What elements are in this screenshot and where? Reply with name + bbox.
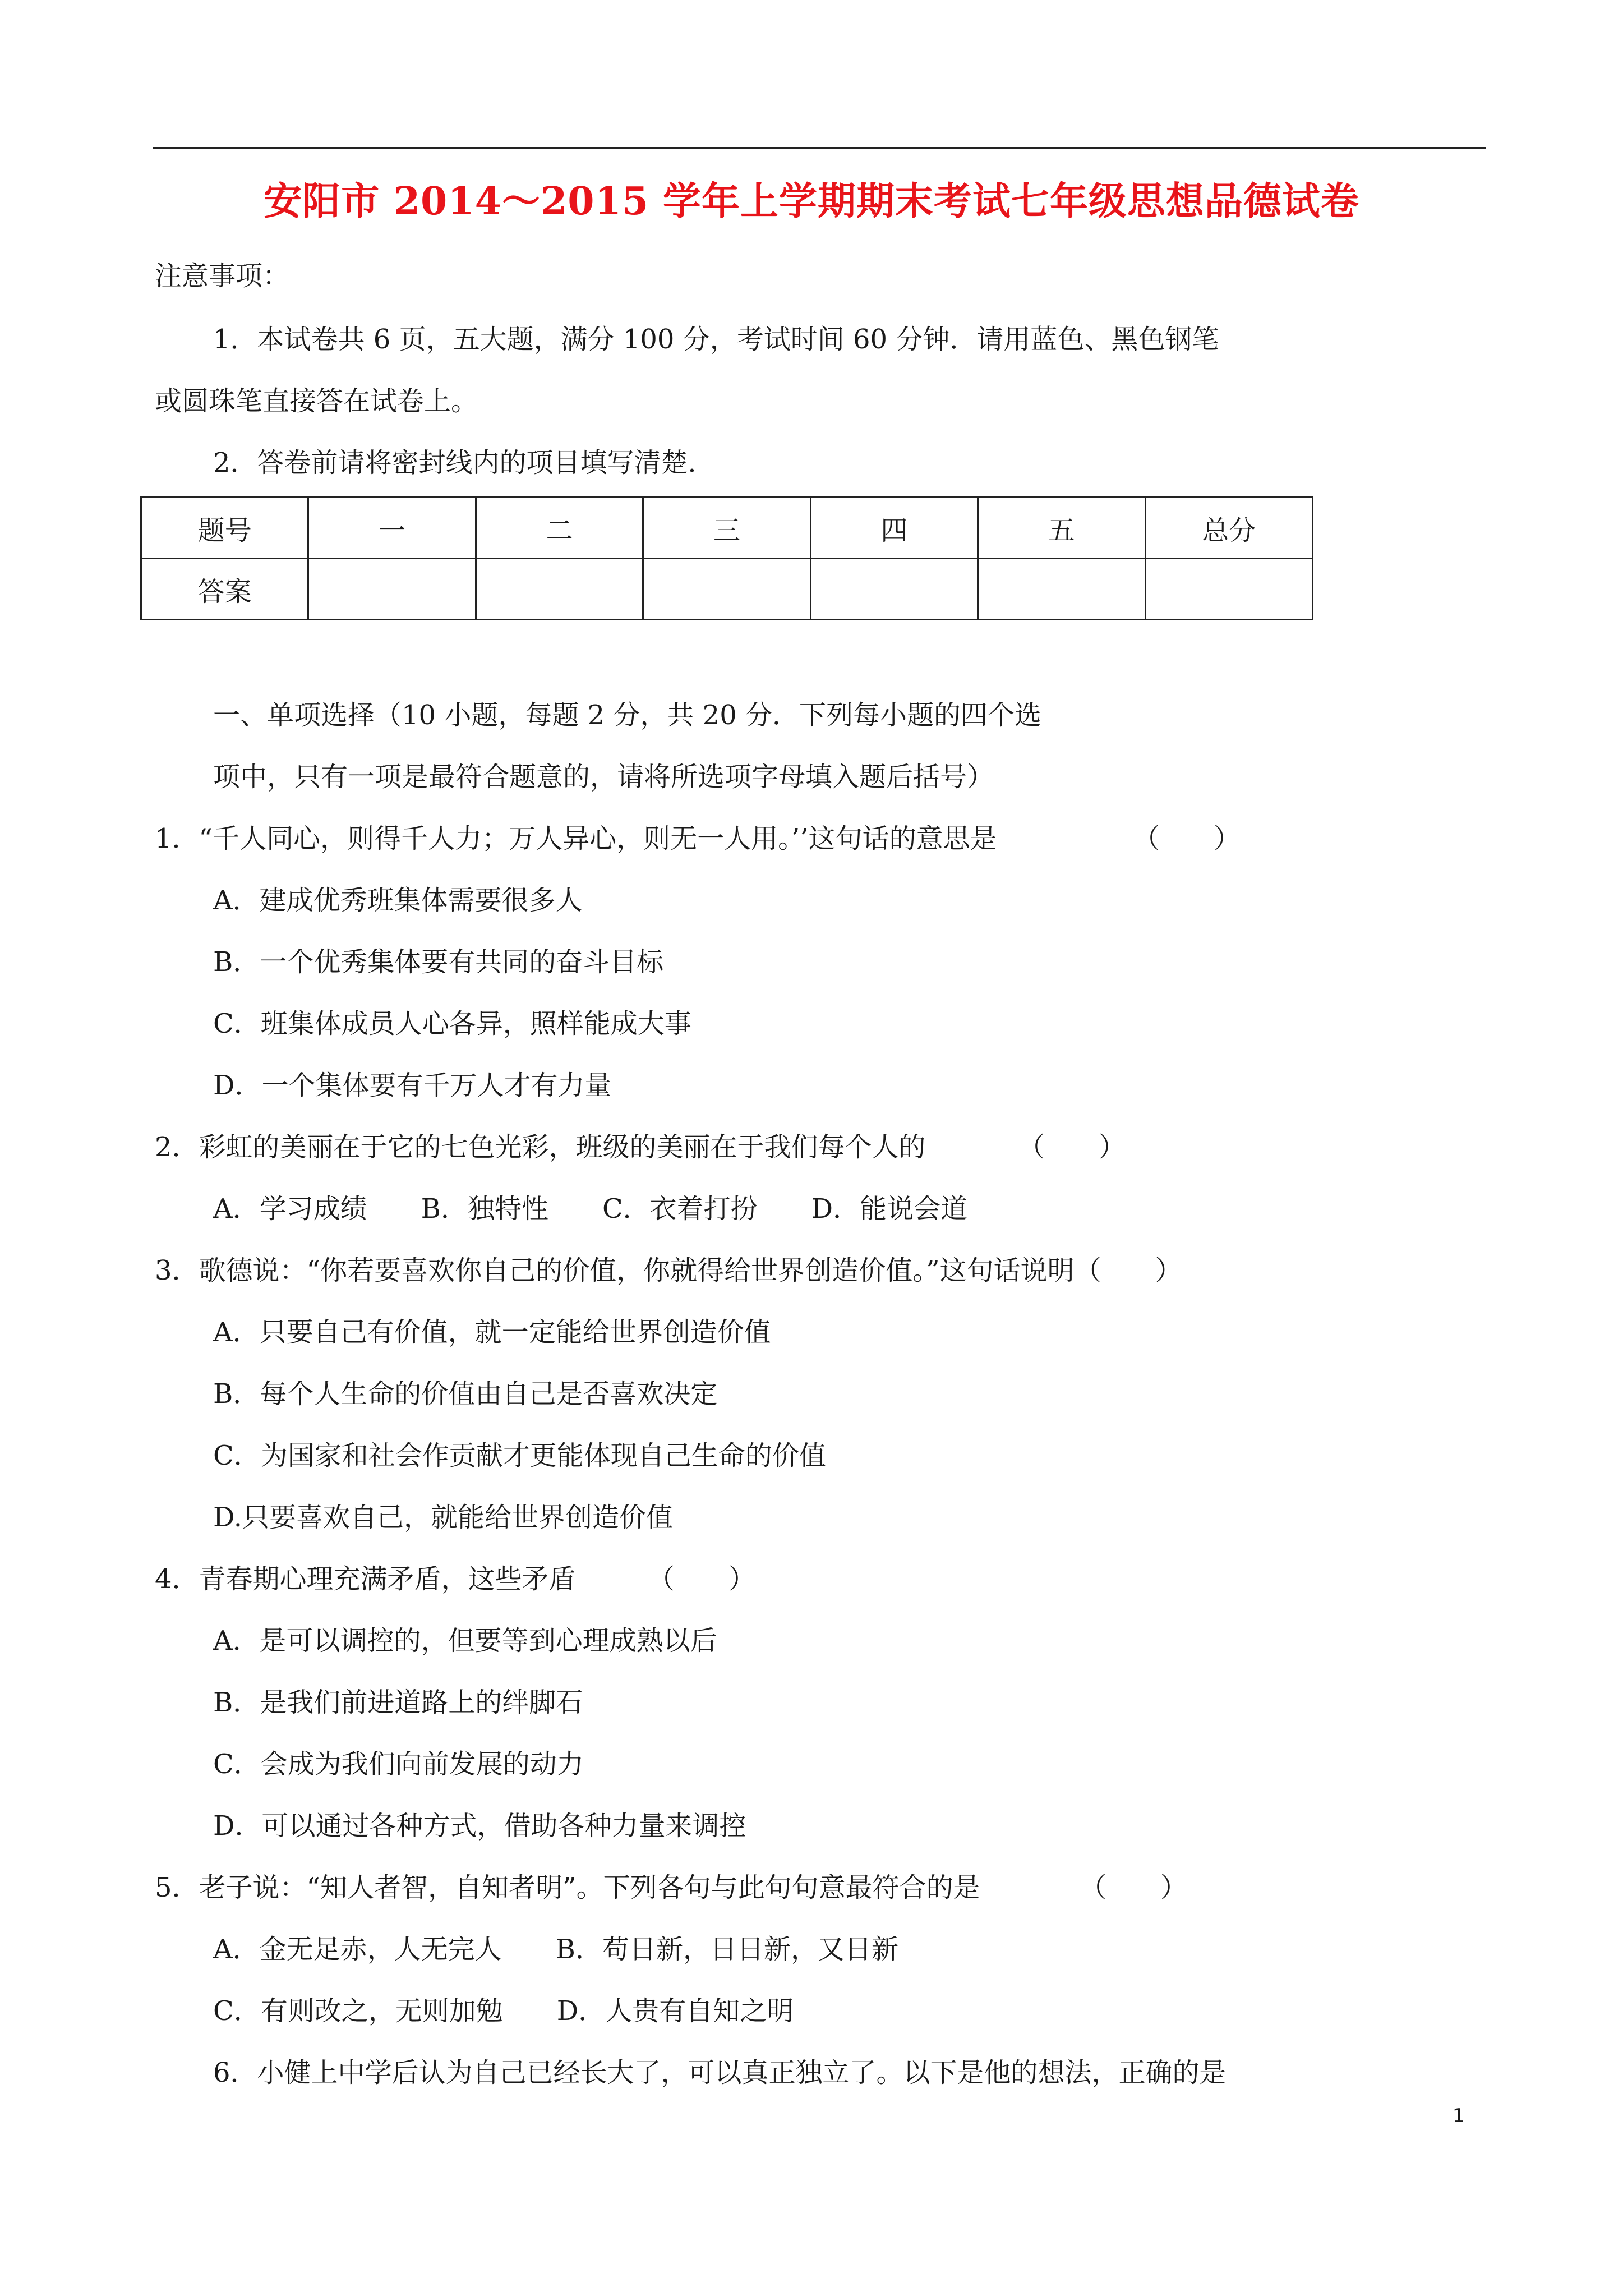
score-cell[interactable] bbox=[810, 559, 978, 620]
score-cell[interactable] bbox=[643, 559, 810, 620]
question-3-option-a: A．只要自己有价值，就一定能给世界创造价值 bbox=[213, 1317, 771, 1348]
note-item-1-cont: 或圆珠笔直接答在试卷上。 bbox=[155, 385, 478, 417]
question-1-option-a: A．建成优秀班集体需要很多人 bbox=[213, 885, 583, 916]
header-rule bbox=[153, 147, 1486, 149]
score-cell[interactable] bbox=[476, 559, 643, 620]
question-4-option-a: A．是可以调控的，但要等到心理成熟以后 bbox=[213, 1625, 717, 1657]
note-item-2: 2．答卷前请将密封线内的项目填写清楚． bbox=[213, 447, 715, 478]
question-4-stem: 4．青春期心理充满矛盾，这些矛盾 bbox=[155, 1563, 576, 1595]
question-3-option-d: D.只要喜欢自己，就能给世界创造价值 bbox=[213, 1502, 674, 1533]
section1-instructions-cont: 项中，只有一项是最符合题意的，请将所选项字母填入题后括号） bbox=[213, 761, 994, 793]
score-table-header: 一 bbox=[308, 498, 476, 559]
question-4-option-c: C．会成为我们向前发展的动力 bbox=[213, 1749, 584, 1780]
score-table bbox=[140, 496, 1313, 620]
score-table-header-row bbox=[141, 498, 1313, 559]
question-5-options-row-2: C．有则改之，无则加勉 D．人贵有自知之明 bbox=[213, 1995, 794, 2027]
question-4-answer-paren[interactable]: （ ） bbox=[648, 1563, 756, 1595]
score-table-row-label: 答案 bbox=[141, 559, 308, 620]
score-table-answer-row bbox=[141, 559, 1313, 620]
question-2-stem: 2．彩虹的美丽在于它的七色光彩，班级的美丽在于我们每个人的 bbox=[155, 1131, 926, 1163]
score-table-header: 题号 bbox=[141, 498, 308, 559]
score-cell[interactable] bbox=[308, 559, 476, 620]
question-4-option-b: B．是我们前进道路上的绊脚石 bbox=[213, 1687, 583, 1718]
score-table-header: 总分 bbox=[1145, 498, 1312, 559]
score-cell[interactable] bbox=[978, 559, 1145, 620]
question-5-stem: 5．老子说：“知人者智，自知者明”。下列各句与此句句意最符合的是 bbox=[155, 1872, 980, 1903]
question-4-option-d: D．可以通过各种方式，借助各种力量来调控 bbox=[213, 1810, 746, 1842]
question-5-answer-paren[interactable]: （ ） bbox=[1080, 1872, 1188, 1903]
question-1-option-b: B．一个优秀集体要有共同的奋斗目标 bbox=[213, 946, 664, 978]
question-1-answer-paren[interactable]: （ ） bbox=[1133, 823, 1241, 854]
question-3-option-c: C．为国家和社会作贡献才更能体现自己生命的价值 bbox=[213, 1440, 826, 1471]
score-table-header: 二 bbox=[476, 498, 643, 559]
question-3-stem: 3．歌德说：“你若要喜欢你自己的价值，你就得给世界创造价值。”这句话说明（ ） bbox=[155, 1255, 1182, 1286]
page-number: 1 bbox=[1453, 2105, 1465, 2127]
section1-instructions: 一、单项选择（10 小题，每题 2 分，共 20 分．下列每小题的四个选 bbox=[213, 700, 1041, 731]
question-6-stem: 6．小健上中学后认为自己已经长大了，可以真正独立了。以下是他的想法，正确的是 bbox=[213, 2057, 1227, 2088]
notes-heading: 注意事项： bbox=[155, 260, 290, 292]
question-1-option-d: D．一个集体要有千万人才有力量 bbox=[213, 1070, 612, 1101]
question-1-stem: 1．“千人同心，则得千人力；万人异心，则无一人用。’’这句话的意思是 bbox=[155, 823, 997, 854]
score-table-header: 四 bbox=[810, 498, 978, 559]
exam-title: 安阳市 2014～2015 学年上学期期末考试七年级思想品德试卷 bbox=[264, 179, 1359, 224]
score-cell[interactable] bbox=[1145, 559, 1312, 620]
question-5-options-row-1: A．金无足赤，人无完人 B．苟日新，日日新，又日新 bbox=[213, 1934, 898, 1965]
score-table-header: 三 bbox=[643, 498, 810, 559]
question-2-answer-paren[interactable]: （ ） bbox=[1018, 1131, 1126, 1163]
question-1-option-c: C．班集体成员人心各异，照样能成大事 bbox=[213, 1008, 691, 1039]
question-3-option-b: B．每个人生命的价值由自己是否喜欢决定 bbox=[213, 1378, 718, 1410]
score-table-header: 五 bbox=[978, 498, 1145, 559]
note-item-1: 1．本试卷共 6 页，五大题，满分 100 分，考试时间 60 分钟．请用蓝色、黑色钢笔 bbox=[213, 324, 1219, 355]
question-2-options: A．学习成绩 B．独特性 C．衣着打扮 D．能说会道 bbox=[213, 1193, 968, 1225]
